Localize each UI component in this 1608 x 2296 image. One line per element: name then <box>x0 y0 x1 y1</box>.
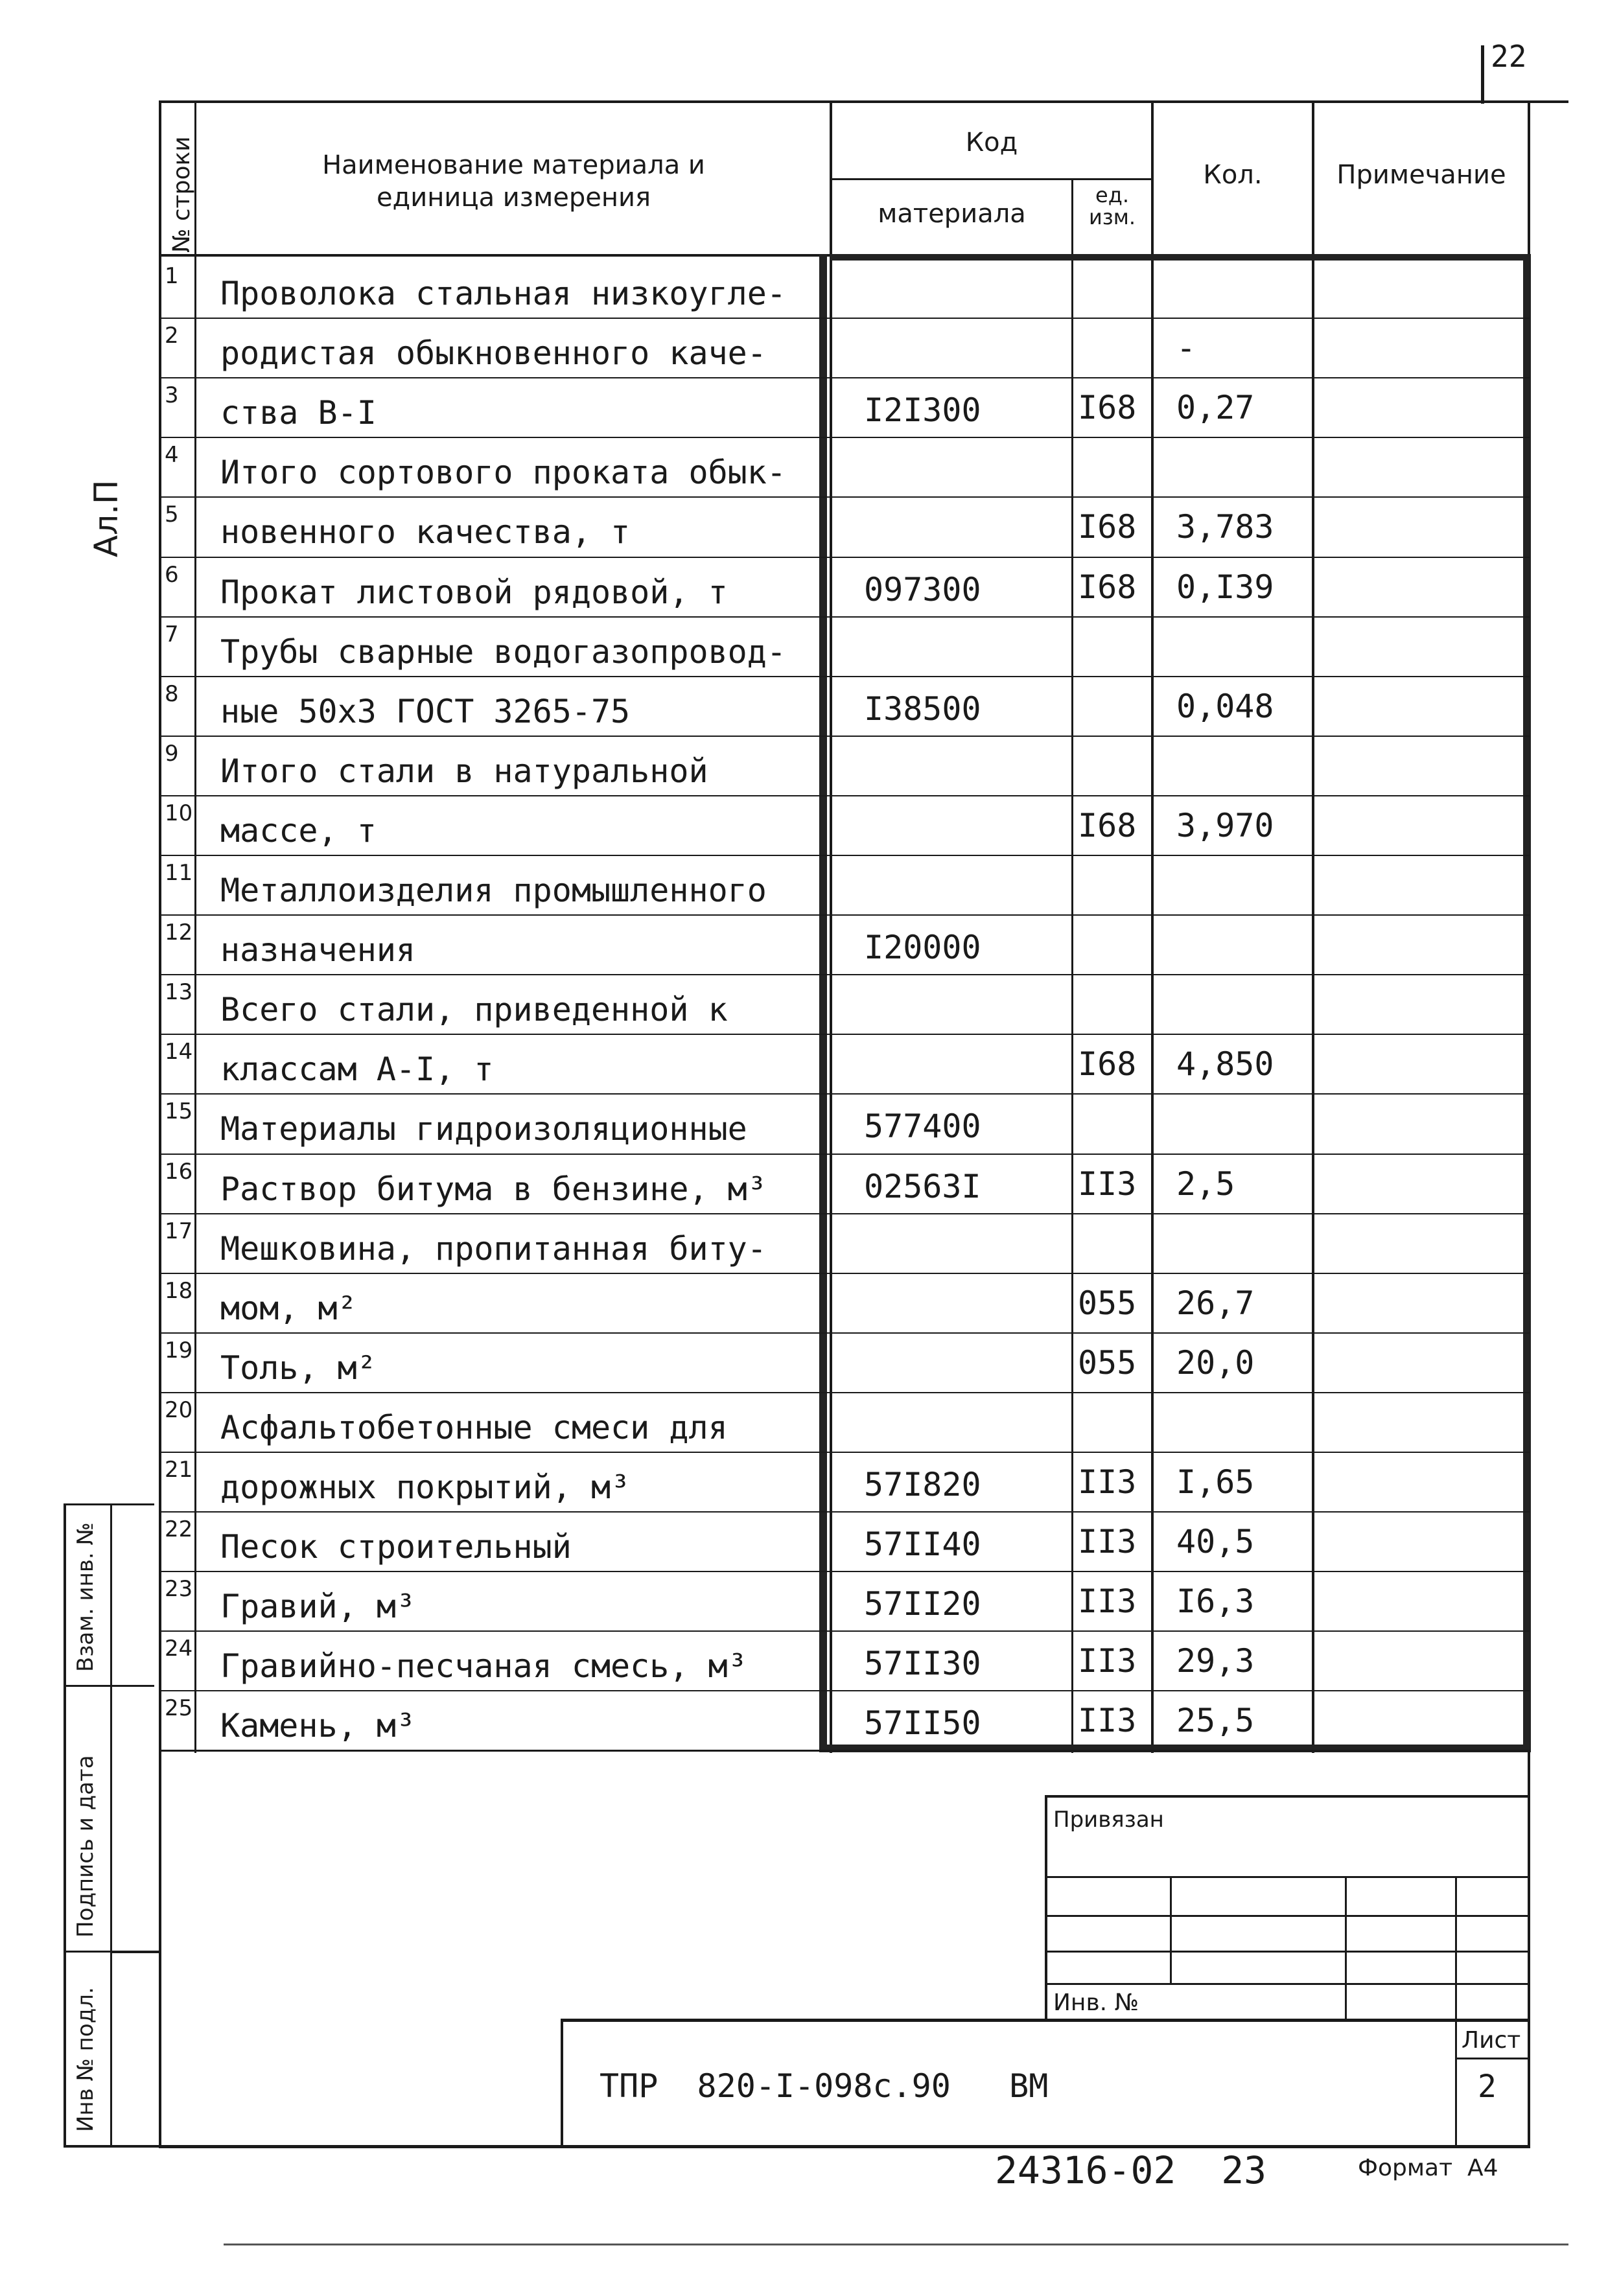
page-number: 22 <box>1491 39 1527 74</box>
header-name: Наименование материала и единица измерения <box>322 150 705 213</box>
unit-code: 055 <box>1078 1343 1137 1382</box>
material-name: Итого стали в натуральной <box>220 752 708 790</box>
header-code-material: материала <box>878 199 1026 229</box>
row-number: 16 <box>165 1158 193 1185</box>
material-name: ства В-I <box>220 394 377 432</box>
quantity: 20,0 <box>1176 1343 1255 1382</box>
material-name: Всего стали, приведенной к <box>220 991 728 1029</box>
unit-code: II3 <box>1078 1702 1137 1740</box>
quantity: 25,5 <box>1176 1702 1255 1740</box>
material-code: 57II50 <box>864 1704 981 1743</box>
material-name: Итого сортового проката обык- <box>220 454 786 492</box>
material-name: массе, т <box>220 811 377 850</box>
quantity: 0,I39 <box>1176 568 1274 606</box>
header-code: Код <box>965 128 1018 157</box>
material-name: Материалы гидроизоляционные <box>220 1110 747 1148</box>
row-number: 12 <box>165 920 193 946</box>
material-name: Прокат листовой рядовой, т <box>220 573 728 611</box>
row-number: 21 <box>165 1457 193 1483</box>
row-number: 20 <box>165 1397 193 1423</box>
material-name: Асфальтобетонные смеси для <box>220 1408 728 1446</box>
material-code: 097300 <box>864 570 981 609</box>
unit-code: I68 <box>1078 508 1137 546</box>
bottom-rule <box>224 2244 1568 2245</box>
row-number: 10 <box>165 800 193 826</box>
sheet-number: 2 <box>1478 2069 1497 2105</box>
material-name: родистая обыкновенного каче- <box>220 334 767 373</box>
row-number: 14 <box>165 1039 193 1065</box>
page-number-mark <box>1481 45 1484 104</box>
material-code: 57II20 <box>864 1585 981 1623</box>
material-code: 577400 <box>864 1107 981 1146</box>
material-name: Металлоизделия промышленного <box>220 872 767 909</box>
quantity: 26,7 <box>1176 1284 1255 1322</box>
footer-doc-number: 24316-02 23 <box>995 2148 1267 2192</box>
stamp-vzam-inv: Взам. инв. № <box>73 1522 99 1672</box>
stamp-inv-podl: Инв № подл. <box>73 1987 99 2132</box>
quantity: I,65 <box>1176 1463 1255 1501</box>
header-note: Примечание <box>1336 160 1506 190</box>
sheet-label: Лист <box>1462 2027 1521 2054</box>
unit-code: II3 <box>1078 1642 1137 1680</box>
material-name: Гравий, м³ <box>220 1588 416 1626</box>
inv-no-label: Инв. № <box>1053 1989 1139 2016</box>
footer-format: Формат А4 <box>1358 2155 1498 2181</box>
privyazan-label: Привязан <box>1053 1807 1164 1833</box>
material-name: Мешковина, пропитанная биту- <box>220 1229 767 1268</box>
unit-code: II3 <box>1078 1583 1137 1621</box>
row-number: 6 <box>165 561 179 588</box>
row-number: 22 <box>165 1516 193 1543</box>
material-name: ные 50х3 ГОСТ 3265-75 <box>220 692 631 730</box>
material-code: 57I820 <box>864 1466 981 1503</box>
material-name: Раствор битума в бензине, м³ <box>220 1170 767 1208</box>
row-number: 4 <box>165 442 179 469</box>
row-number: 24 <box>165 1636 193 1662</box>
material-name: Трубы сварные водогазопровод- <box>220 632 786 671</box>
unit-code: II3 <box>1078 1463 1137 1501</box>
quantity: 40,5 <box>1176 1523 1255 1561</box>
quantity: - <box>1176 329 1196 367</box>
quantity: I6,3 <box>1176 1583 1255 1621</box>
side-note: Ал.П <box>87 480 125 557</box>
row-number: 1 <box>165 263 179 289</box>
header-code-unit: ед. изм. <box>1088 183 1136 229</box>
material-name: назначения <box>220 931 416 969</box>
material-name: классам А-I, т <box>220 1050 494 1089</box>
row-number: 15 <box>165 1098 193 1125</box>
material-code: I2I300 <box>864 391 981 430</box>
material-code: I38500 <box>864 690 981 728</box>
unit-code: 055 <box>1078 1284 1137 1322</box>
material-code: I20000 <box>864 929 981 967</box>
unit-code: II3 <box>1078 1165 1137 1203</box>
row-number: 3 <box>165 382 179 409</box>
material-name: дорожных покрытий, м³ <box>220 1468 631 1506</box>
unit-code: II3 <box>1078 1523 1137 1561</box>
row-number: 18 <box>165 1277 193 1304</box>
material-code: 02563I <box>864 1167 981 1205</box>
quantity: 3,970 <box>1176 806 1274 844</box>
quantity: 0,27 <box>1176 389 1255 427</box>
material-name: Толь, м² <box>220 1349 377 1387</box>
material-code: 57II40 <box>864 1525 981 1564</box>
row-number: 9 <box>165 740 179 767</box>
material-name: Камень, м³ <box>220 1707 416 1745</box>
row-number: 7 <box>165 621 179 647</box>
unit-code: I68 <box>1078 806 1137 844</box>
quantity: 2,5 <box>1176 1165 1235 1203</box>
row-number: 25 <box>165 1695 193 1722</box>
material-name: Песок строительный <box>220 1528 572 1566</box>
material-name: мом, м² <box>220 1289 357 1327</box>
material-name: Проволока стальная низкоугле- <box>220 275 786 312</box>
row-number: 8 <box>165 680 179 707</box>
unit-code: I68 <box>1078 1045 1137 1084</box>
row-number: 19 <box>165 1337 193 1363</box>
row-number: 5 <box>165 502 179 528</box>
row-number: 2 <box>165 323 179 349</box>
row-number: 13 <box>165 979 193 1006</box>
quantity: 0,048 <box>1176 687 1274 725</box>
header-qty: Кол. <box>1203 160 1263 190</box>
header-row-number: № строки <box>169 136 195 253</box>
material-name: Гравийно-песчаная смесь, м³ <box>220 1647 747 1686</box>
material-name: новенного качества, т <box>220 513 631 551</box>
quantity: 3,783 <box>1176 508 1274 546</box>
unit-code: I68 <box>1078 389 1137 427</box>
quantity: 4,850 <box>1176 1045 1274 1084</box>
unit-code: I68 <box>1078 568 1137 606</box>
row-number: 17 <box>165 1218 193 1244</box>
material-code: 57II30 <box>864 1645 981 1683</box>
row-number: 11 <box>165 860 193 886</box>
stamp-podpis-data: Подпись и дата <box>73 1755 99 1938</box>
quantity: 29,3 <box>1176 1642 1255 1680</box>
document-designation: ТПР 820-I-098с.90 ВМ <box>600 2067 1049 2105</box>
row-number: 23 <box>165 1576 193 1603</box>
